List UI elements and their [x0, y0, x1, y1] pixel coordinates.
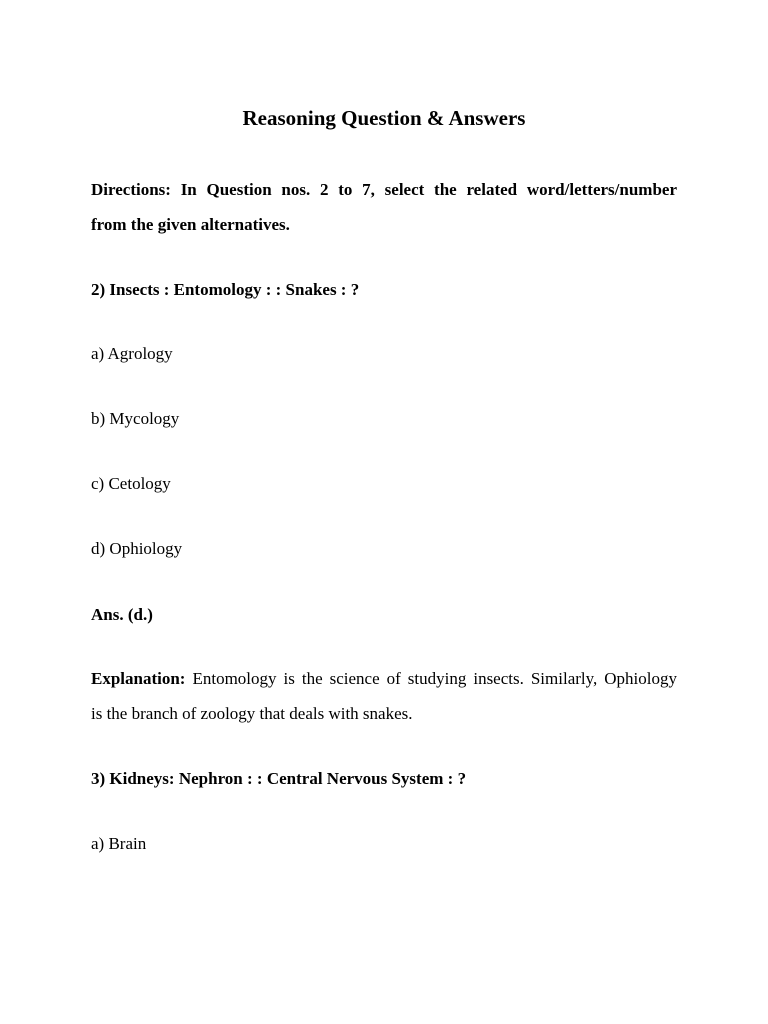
directions-line-1: Directions: In Question nos. 2 to 7, select the related word/letters/number: [91, 180, 677, 199]
question-2-option-c: c) Cetology: [91, 474, 171, 493]
question-3-option-a: a) Brain: [91, 834, 147, 853]
question-3-prompt: 3) Kidneys: Nephron : : Central Nervous System : ?: [91, 769, 467, 788]
explanation-text-1: Entomology is the science of studying insects. Similarly, Ophiology: [185, 669, 677, 688]
question-2-option-a: a) Agrology: [91, 344, 173, 363]
page-title: Reasoning Question & Answers: [242, 106, 526, 130]
question-2-explanation-line-1: [91, 669, 677, 689]
directions-line-2: from the given alternatives.: [91, 215, 290, 234]
explanation-label: Explanation:: [91, 669, 186, 688]
question-2-option-d: d) Ophiology: [91, 539, 183, 558]
question-2-answer: Ans. (d.): [91, 605, 153, 624]
question-2-prompt: 2) Insects : Entomology : : Snakes : ?: [91, 280, 360, 299]
question-2-explanation-line-2: is the branch of zoology that deals with snakes.: [91, 704, 413, 723]
question-2-option-b: b) Mycology: [91, 409, 180, 428]
